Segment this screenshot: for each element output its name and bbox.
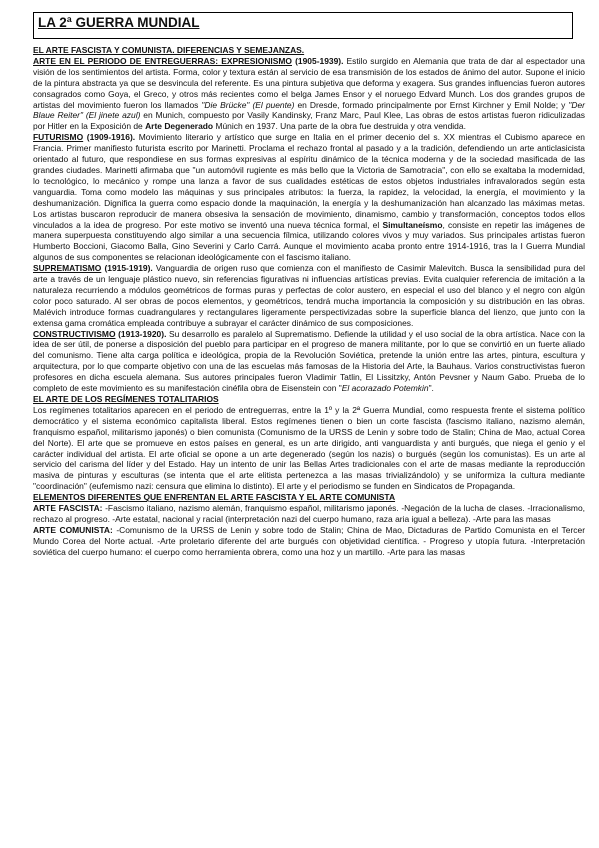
section-constructivismo: CONSTRUCTIVISMO (1913-1920). Su desarrollo es paralelo al Suprematismo. Defiende la utilidad y el uso social de la obra artística. Nace con la idea de ser útil, de ponerse a disposición del pueblo para participar en el progreso de manera militante, por lo que se convirtió en un fuerte aliado del comunismo. Tiene alta carga política e ideológica, propia de la Revolución Soviética, pretende la unión entre las artes, pintura, escultura y arquitectura, por lo que comparte objetivo con una de las escuelas más famosas de la Historia del Arte, la Bauhaus. Varios constructivistas fueron profesores en dicha escuela alemana. Sus autores principales fueron Vladimir Tatlin, El Lissitzky, Antón Pevsner y Naum Gabo. Prueba de lo completo de este movimiento es su manifestación cinéfila obra de Eisenstein con "El acorazado Potemkin". bbox=[33, 328, 585, 394]
section-suprematismo: SUPREMATISMO (1915-1919). Vanguardia de origen ruso que comienza con el manifiesto de Casimir Malevitch. Busca la sensibilidad pura del arte a través de un lenguaje plástico nuevo, sin referencias figurativas ni influencias artísticas previas. Evita cualquier referencia de imitación a la naturaleza recurriendo a módulos geométricos de formas puras y perfectas de color austero, en especial el uso del blanco y el negro con algún color poco saturado. Al ser obras de pocos elementos, y geométricos, tendrá mucha importancia la composición y su distribución en las obras. Malévich introduce formas cuadrangulares y rectangulares ligeramente perspectivizadas sobre la superficie blanca del lienzo, que junto con la extensa gama cromática empleada contribuye a subrayar el carácter dinámico de sus composiciones. bbox=[33, 263, 585, 328]
futurismo-heading: FUTURISMO bbox=[33, 132, 84, 143]
page-title: LA 2ª GUERRA MUNDIAL bbox=[38, 15, 200, 30]
futurismo-years: (1909-1916). bbox=[86, 132, 136, 143]
section-elementos-heading: ELEMENTOS DIFERENTES QUE ENFRENTAN EL ARTE FASCISTA Y EL ARTE COMUNISTA bbox=[33, 492, 396, 503]
constructivismo-years: (1913-1920). bbox=[118, 328, 167, 339]
simultaneismo: Simultaneísmo bbox=[382, 219, 443, 230]
arte-comunista-label: ARTE COMUNISTA: bbox=[33, 524, 113, 535]
arte-fascista-item: ARTE FASCISTA: -Fascismo italiano, nazismo alemán, franquismo español, militarismo japonés. -Negación de la lucha de clases. -Irracionalismo, rechazo al progreso. -Arte estatal, nacional y racial (interpretación nazi del cuerpo humano, raza aria igual a belleza). -Arte para las masas bbox=[33, 503, 585, 524]
potemkin: El acorazado Potemkin bbox=[341, 383, 429, 394]
section-futurismo: FUTURISMO (1909-1916). Movimiento literario y artístico que surge en Italia en el primer decenio del s. XX mientras el Cubismo aparece en Francia. Primer manifiesto futurista escrito por Marinetti. Proclama el rechazo frontal al pasado y a la tradición, defendiendo un arte anticlasicista orientado al futuro, que respondiese en sus formas expresivas al espíritu dinámico de la técnica moderna y de la sociedad masificada de las grandes ciudades. Marinetti afirmaba que "un automóvil rugiente es más bello que la Victoria de Samotracia", con ello se exaltaba la modernidad, lo tecnológico, lo mecánico y rompe una lanza a favor de sus cualidades estéticas de estos objetos industriales infravalorados según esta vanguardia. Toma como modelo las máquinas y sus principales atributos: la fuerza, la rapidez, la velocidad, la energía, el movimiento y la deshumanización. Dignifica la guerra como espacio donde la maquinación, la energía y la deshumanización han alcanzado las máximas metas. Los artistas buscaron reproducir de manera obsesiva la sensación de movimiento, dinamismo, cambio y transformación, conceptos todos ellos vinculados a la idea de progreso. Por este motivo se inventó una nueva técnica formal, el Simultaneísmo, consiste en repetir las imágenes de manera superpuesta constituyendo algo similar a una secuencia fílmica, utilizando colores vivos y muy variados. Sus principales artistas fueron Humberto Boccioni, Giacomo Balla, Gino Severini y Carlo Carrá. Aunque el movimiento acaba pronto entre 1914-1916, tras la I Guerra Mundial algunos de sus componentes se relacionan ideológicamente con el fascismo italiano. bbox=[33, 132, 585, 263]
document-page bbox=[33, 12, 585, 558]
arte-degenerado: Arte Degenerado bbox=[145, 121, 214, 132]
section-expresionismo: ARTE EN EL PERIODO DE ENTREGUERRAS: EXPRESIONISMO (1905-1939). Estilo surgido en Alemania que trata de dar al espectador una visión de los sentimientos del artista. Forma, color y textura están al servicio de esa transmisión de los estados de ánimo del autor. Supone el inicio de la pintura abstracta ya que se desvincula del referente. Es una pintura subjetiva que deforma y exagera. Sus grandes influencias fueron autores consagrados como Goya, el Greco, y otros más recientes como el belga James Ensor y el noruego Edvard Munch. Los dos grandes grupos de artistas del movimiento fueron los llamados "Die Brücke" (El puente) en Dresde, formado principalmente por Ernst Kirchner y Emil Nolde; y "Der Blaue Reiter" (El jinete azul) en Munich, compuesto por Vasily Kandinsky, Franz Marc, Paul Klee, Las obras de estos artistas fueron ridiculizadas por Hitler en la Exposición de Arte Degenerado Múnich en 1937. Una parte de la obra fue destruida y otra vendida. bbox=[33, 55, 585, 132]
title-box bbox=[33, 12, 573, 39]
blaue-reiter: "Der Blaue Reiter" (El jinete azul) bbox=[33, 99, 585, 121]
constructivismo-heading: CONSTRUCTIVISMO bbox=[33, 328, 116, 339]
arte-comunista-item: ARTE COMUNISTA: -Comunismo de la URSS de Lenin y sobre todo de Stalin; China de Mao, Dictaduras de Partido Comunista en el Tercer Mundo Corea del Norte actual. -Arte proletario diferente del arte burgués con objetividad científica. - Progreso y utopía futura. -Interpretación soviética del cuerpo humano: el cuerpo como herramienta obrera, como una hoz y un martillo. -Arte para las masas bbox=[33, 524, 585, 557]
section-heading-main: EL ARTE FASCISTA Y COMUNISTA. DIFERENCIAS Y SEMEJANZAS. bbox=[33, 45, 305, 55]
section-totalitarios-heading: EL ARTE DE LOS REGÍMENES TOTALITARIOS bbox=[33, 394, 219, 404]
section-totalitarios: Los regímenes totalitarios aparecen en el periodo de entreguerras, entre la 1º y la 2ª Guerra Mundial, como respuesta frente el sistema político democrático y el sistema económico capitalista liberal. Estos regímenes tienen o bien un corte fascista (fascismo italiano, nazismo alemán, franquismo español, militarismo japonés) o bien comunista (Comunismo de la URSS de Lenin y sobre todo de Stalin; China de Mao, actual Corea del Norte). El arte que se promueve en estos países en general, es un arte dirigido, anti vanguardista y anti burgués, que niega el genio y el carácter individual del artista. El arte oficial se opone a un arte degenerado (según los nazis) o burgués (según los comunistas). Es un arte al servicio del carisma del líder y del Estado. Hay un intento de unir las Bellas Artes tradicionales con el arte de masas mediante la reproducción masiva de pinturas y esculturas (se intenta que el arte elitista pertenezca a las masas trivializándolo) y se uniformiza la cultura mediante "coordinación" (eufemismo nazi: censura que elimina lo distinto). El arte y el periodismo se funden en Sindicatos de Propaganda. bbox=[33, 404, 585, 492]
suprematismo-years: (1915-1919). bbox=[104, 263, 153, 274]
expresionismo-heading: ARTE EN EL PERIODO DE ENTREGUERRAS: EXPRESIONISMO bbox=[33, 55, 292, 66]
arte-fascista-label: ARTE FASCISTA: bbox=[33, 503, 103, 514]
expresionismo-years: (1905-1939). bbox=[295, 55, 344, 66]
suprematismo-heading: SUPREMATISMO bbox=[33, 263, 102, 274]
document-body bbox=[33, 45, 585, 558]
die-brucke: "Die Brücke" (El puente) bbox=[201, 99, 295, 110]
